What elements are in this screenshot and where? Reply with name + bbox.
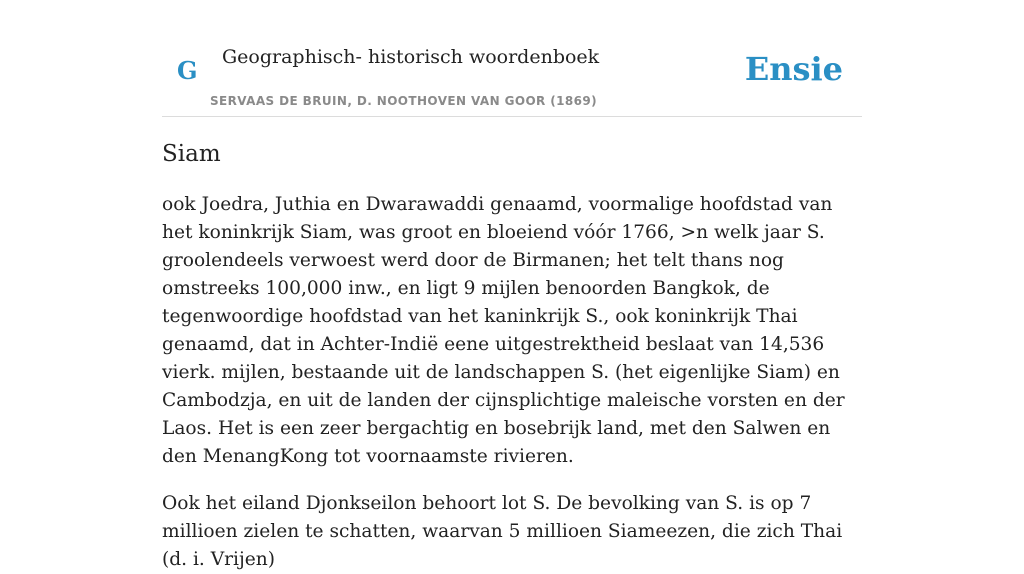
book-title-link[interactable]: Geographisch- historisch woordenboek xyxy=(222,46,600,68)
book-header xyxy=(162,0,862,117)
book-author: SERVAAS DE BRUIN, D. NOOTHOVEN VAN GOOR (1869) xyxy=(210,94,598,108)
index-letter[interactable]: G xyxy=(177,56,198,85)
entry-paragraph: Ook het eiland Djonkseilon behoort lot S. De bevolking van S. is op 7 millioen zielen te schatten, waarvan 5 millioen Siameezen, die zich Thai (d. i. Vrijen) xyxy=(162,493,843,570)
ensie-logo[interactable]: Ensie xyxy=(744,50,843,88)
entry-title: Siam xyxy=(162,141,221,167)
page-content xyxy=(162,0,862,574)
entry-paragraph: ook Joedra, Juthia en Dwarawaddi genaamd, voormalige hoofdstad van het koninkrijk Siam, was groot en bloeiend vóór 1766, >n welk jaar S. groolendeels verwoest werd door de Birmanen; het telt thans nog omstreeks 100,000 inw., en ligt 9 mijlen benoorden Bangkok, de tegenwoordige hoofdstad van het kaninkrijk S., ook koninkrijk Thai genaamd, dat in Achter-Indië eene uitgestrektheid beslaat van 14,536 vierk. mijlen, bestaande uit de landschappen S. (het eigenlijke Siam) en Cambodzja, en uit de landen der cijnsplichtige maleische vorsten en der Laos. Het is een zeer bergachtig en bosebrijk land, met den Salwen en den MenangKong tot voornaamste rivieren. xyxy=(162,194,845,467)
